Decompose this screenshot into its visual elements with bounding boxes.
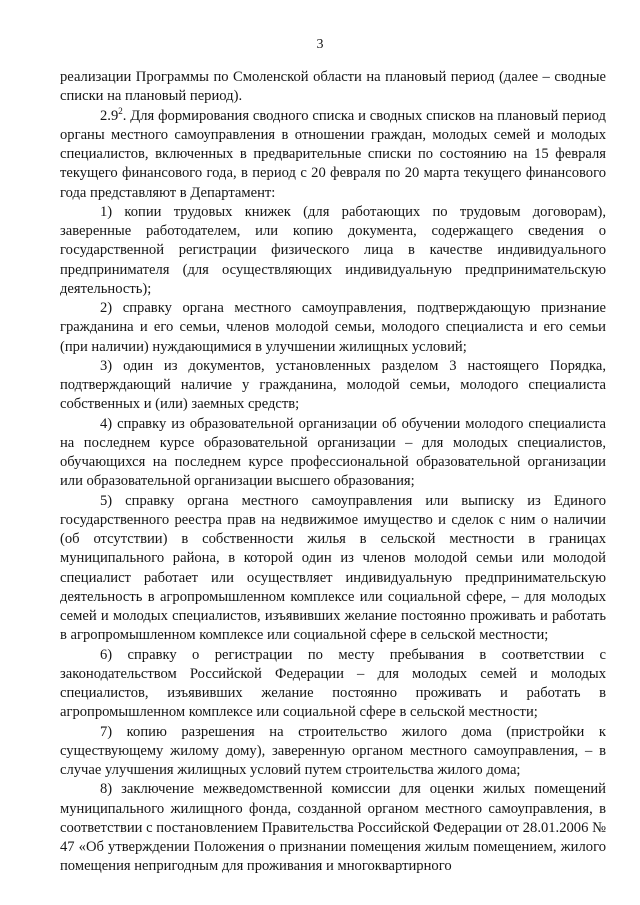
clause-number: 2.9: [100, 107, 119, 124]
paragraph-text: 3) один из документов, установленных разделом 3 настоящего Порядка, подтверждающий наличие у гражданина, молодой семьи, молодого специалиста собственных и (или) заемных средств;: [60, 357, 606, 413]
paragraph-text: реализации Программы по Смоленской области на плановый период (далее – сводные списки на плановый период).: [60, 69, 606, 105]
paragraph-text: . Для формирования сводного списка и сводных списков на плановый период органы местного самоуправления в отношении граждан, молодых семей и молодых специалистов, включенных в предварительные списки по состоянию на 15 февраля текущего финансового года, в период с 20 февраля по 20 марта текущего финансового года представляют в Департамент:: [60, 107, 606, 201]
list-item-3: [60, 357, 606, 415]
list-item-4: [60, 415, 606, 492]
paragraph-text: 5) справку органа местного самоуправления или выписку из Единого государственного реестра прав на недвижимое имущество и сделок с ним о наличии (об отсутствии) в собственности жилья в сельской местности в границах муниципального района, в которой один из членов молодой семьи или молодой специалист работает или осуществляет индивидуальную предпринимательскую деятельность в агропромышленном комплексе или социальной сфере, – для молодых семей и молодых специалистов, изъявивших желание постоянно проживать и работать в агропромышленном комплексе или социальной сфере в сельской местности;: [60, 492, 606, 644]
list-item-6: [60, 646, 606, 723]
paragraph-text: 2) справку органа местного самоуправления, подтверждающую признание гражданина и его семьи, членов молодой семьи, молодого специалиста и его семьи (при наличии) нуждающимися в улучшении жилищных условий;: [60, 300, 606, 355]
clause-superscript: 2: [118, 105, 123, 116]
paragraph-text: 4) справку из образовательной организации об обучении молодого специалиста на последнем курсе образовательной организации – для молодых специалистов, обучающихся на последнем курсе профессиональной образовательной организации или образовательной организации высшего образования;: [60, 415, 606, 490]
list-item-5: [60, 492, 606, 646]
paragraph-text: 1) копии трудовых книжек (для работающих по трудовым договорам), заверенные работодателем, или копию документа, содержащего сведения о государственной регистрации физического лица в качестве индивидуального предпринимателя (для осуществляющих индивидуальную предпринимательскую деятельность);: [60, 203, 606, 297]
list-item-8: [60, 780, 606, 876]
paragraph-clause-2-9-2: [60, 107, 606, 203]
list-item-1: [60, 203, 606, 299]
page-number: 3: [316, 37, 324, 52]
paragraph-text: 7) копию разрешения на строительство жилого дома (пристройки к существующему жилому дому), заверенную органом местного самоуправления, – в случае улучшения жилищных условий путем строительства жилого дома;: [60, 723, 606, 778]
paragraph-text: 6) справку о регистрации по месту пребывания в соответствии с законодательством Российской Федерации – для молодых семей и молодых специалистов, изъявивших желание постоянно проживать и работать в агропромышленном комплексе или социальной сфере в сельской местности;: [60, 646, 606, 721]
paragraph-continuation: [60, 68, 606, 107]
paragraph-text: 8) заключение межведомственной комиссии для оценки жилых помещений муниципального жилищного фонда, созданной органом местного самоуправления, в соответствии с постановлением Правительства Российской Федерации от 28.01.2006 № 47 «Об утверждении Положения о признании помещения жилым помещением, жилого помещения непригодным для проживания и многоквартирного: [60, 781, 606, 875]
document-body: [60, 68, 606, 877]
list-item-2: [60, 299, 606, 357]
list-item-7: [60, 723, 606, 781]
